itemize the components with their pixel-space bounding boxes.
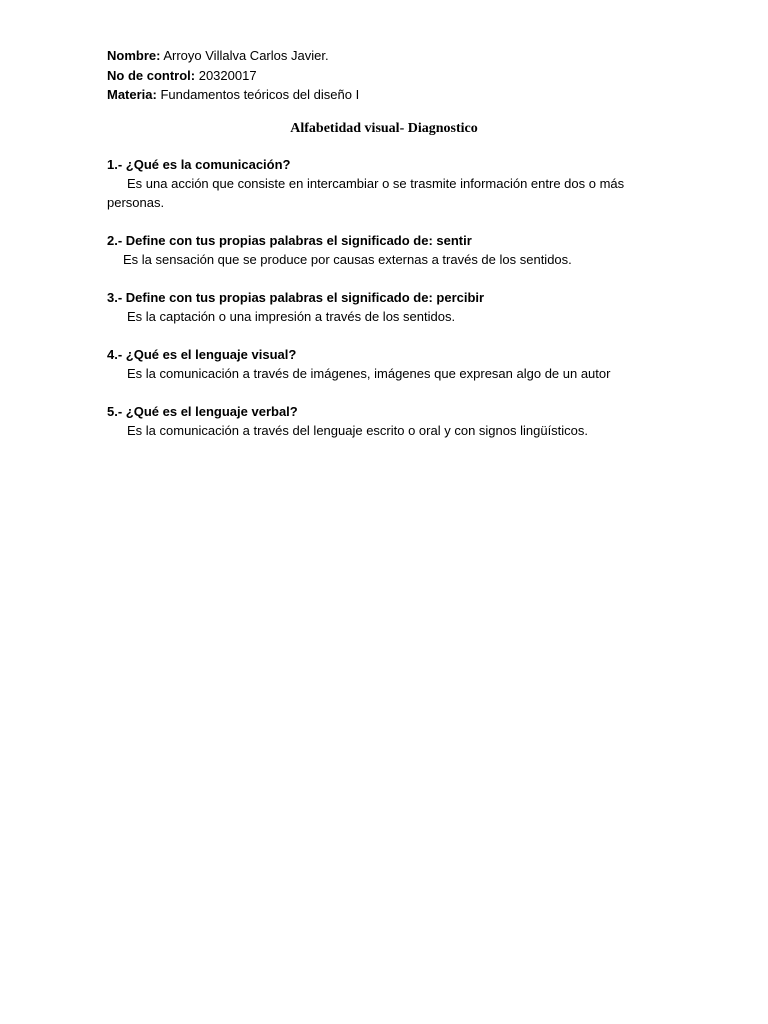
answer-1: Es una acción que consiste en intercambiar o se trasmite información entre dos o más personas. bbox=[107, 176, 625, 210]
answer-5: Es la comunicación a través del lenguaje escrito o oral y con signos lingüísticos. bbox=[127, 423, 589, 438]
control-number-label: No de control: bbox=[107, 67, 196, 83]
question-block-4 bbox=[107, 345, 667, 383]
student-name-row bbox=[107, 46, 359, 66]
question-block-5 bbox=[107, 402, 667, 440]
question-5: 5.- ¿Qué es el lenguaje verbal? bbox=[107, 404, 298, 419]
question-block-3 bbox=[107, 288, 667, 326]
question-1: 1.- ¿Qué es la comunicación? bbox=[107, 157, 291, 172]
question-4: 4.- ¿Qué es el lenguaje visual? bbox=[107, 347, 297, 362]
question-block-1 bbox=[107, 155, 667, 212]
control-number-value: 20320017 bbox=[195, 67, 257, 83]
document-title: Alfabetidad visual- Diagnostico bbox=[290, 121, 478, 136]
student-info bbox=[107, 46, 359, 105]
subject-label: Materia: bbox=[107, 87, 157, 102]
subject-row bbox=[107, 85, 359, 105]
name-label: Nombre: bbox=[107, 48, 161, 63]
name-value: Arroyo Villalva Carlos Javier. bbox=[160, 48, 329, 63]
question-block-2 bbox=[107, 231, 667, 269]
answer-3: Es la captación o una impresión a través de los sentidos. bbox=[127, 309, 456, 324]
question-3: 3.- Define con tus propias palabras el significado de: percibir bbox=[107, 290, 485, 305]
control-number-row bbox=[107, 66, 359, 86]
subject-value: Fundamentos teóricos del diseño I bbox=[156, 87, 360, 102]
answer-2: Es la sensación que se produce por causas externas a través de los sentidos. bbox=[123, 252, 572, 267]
question-2: 2.- Define con tus propias palabras el significado de: sentir bbox=[107, 233, 472, 248]
answer-4: Es la comunicación a través de imágenes, imágenes que expresan algo de un autor bbox=[127, 366, 611, 381]
